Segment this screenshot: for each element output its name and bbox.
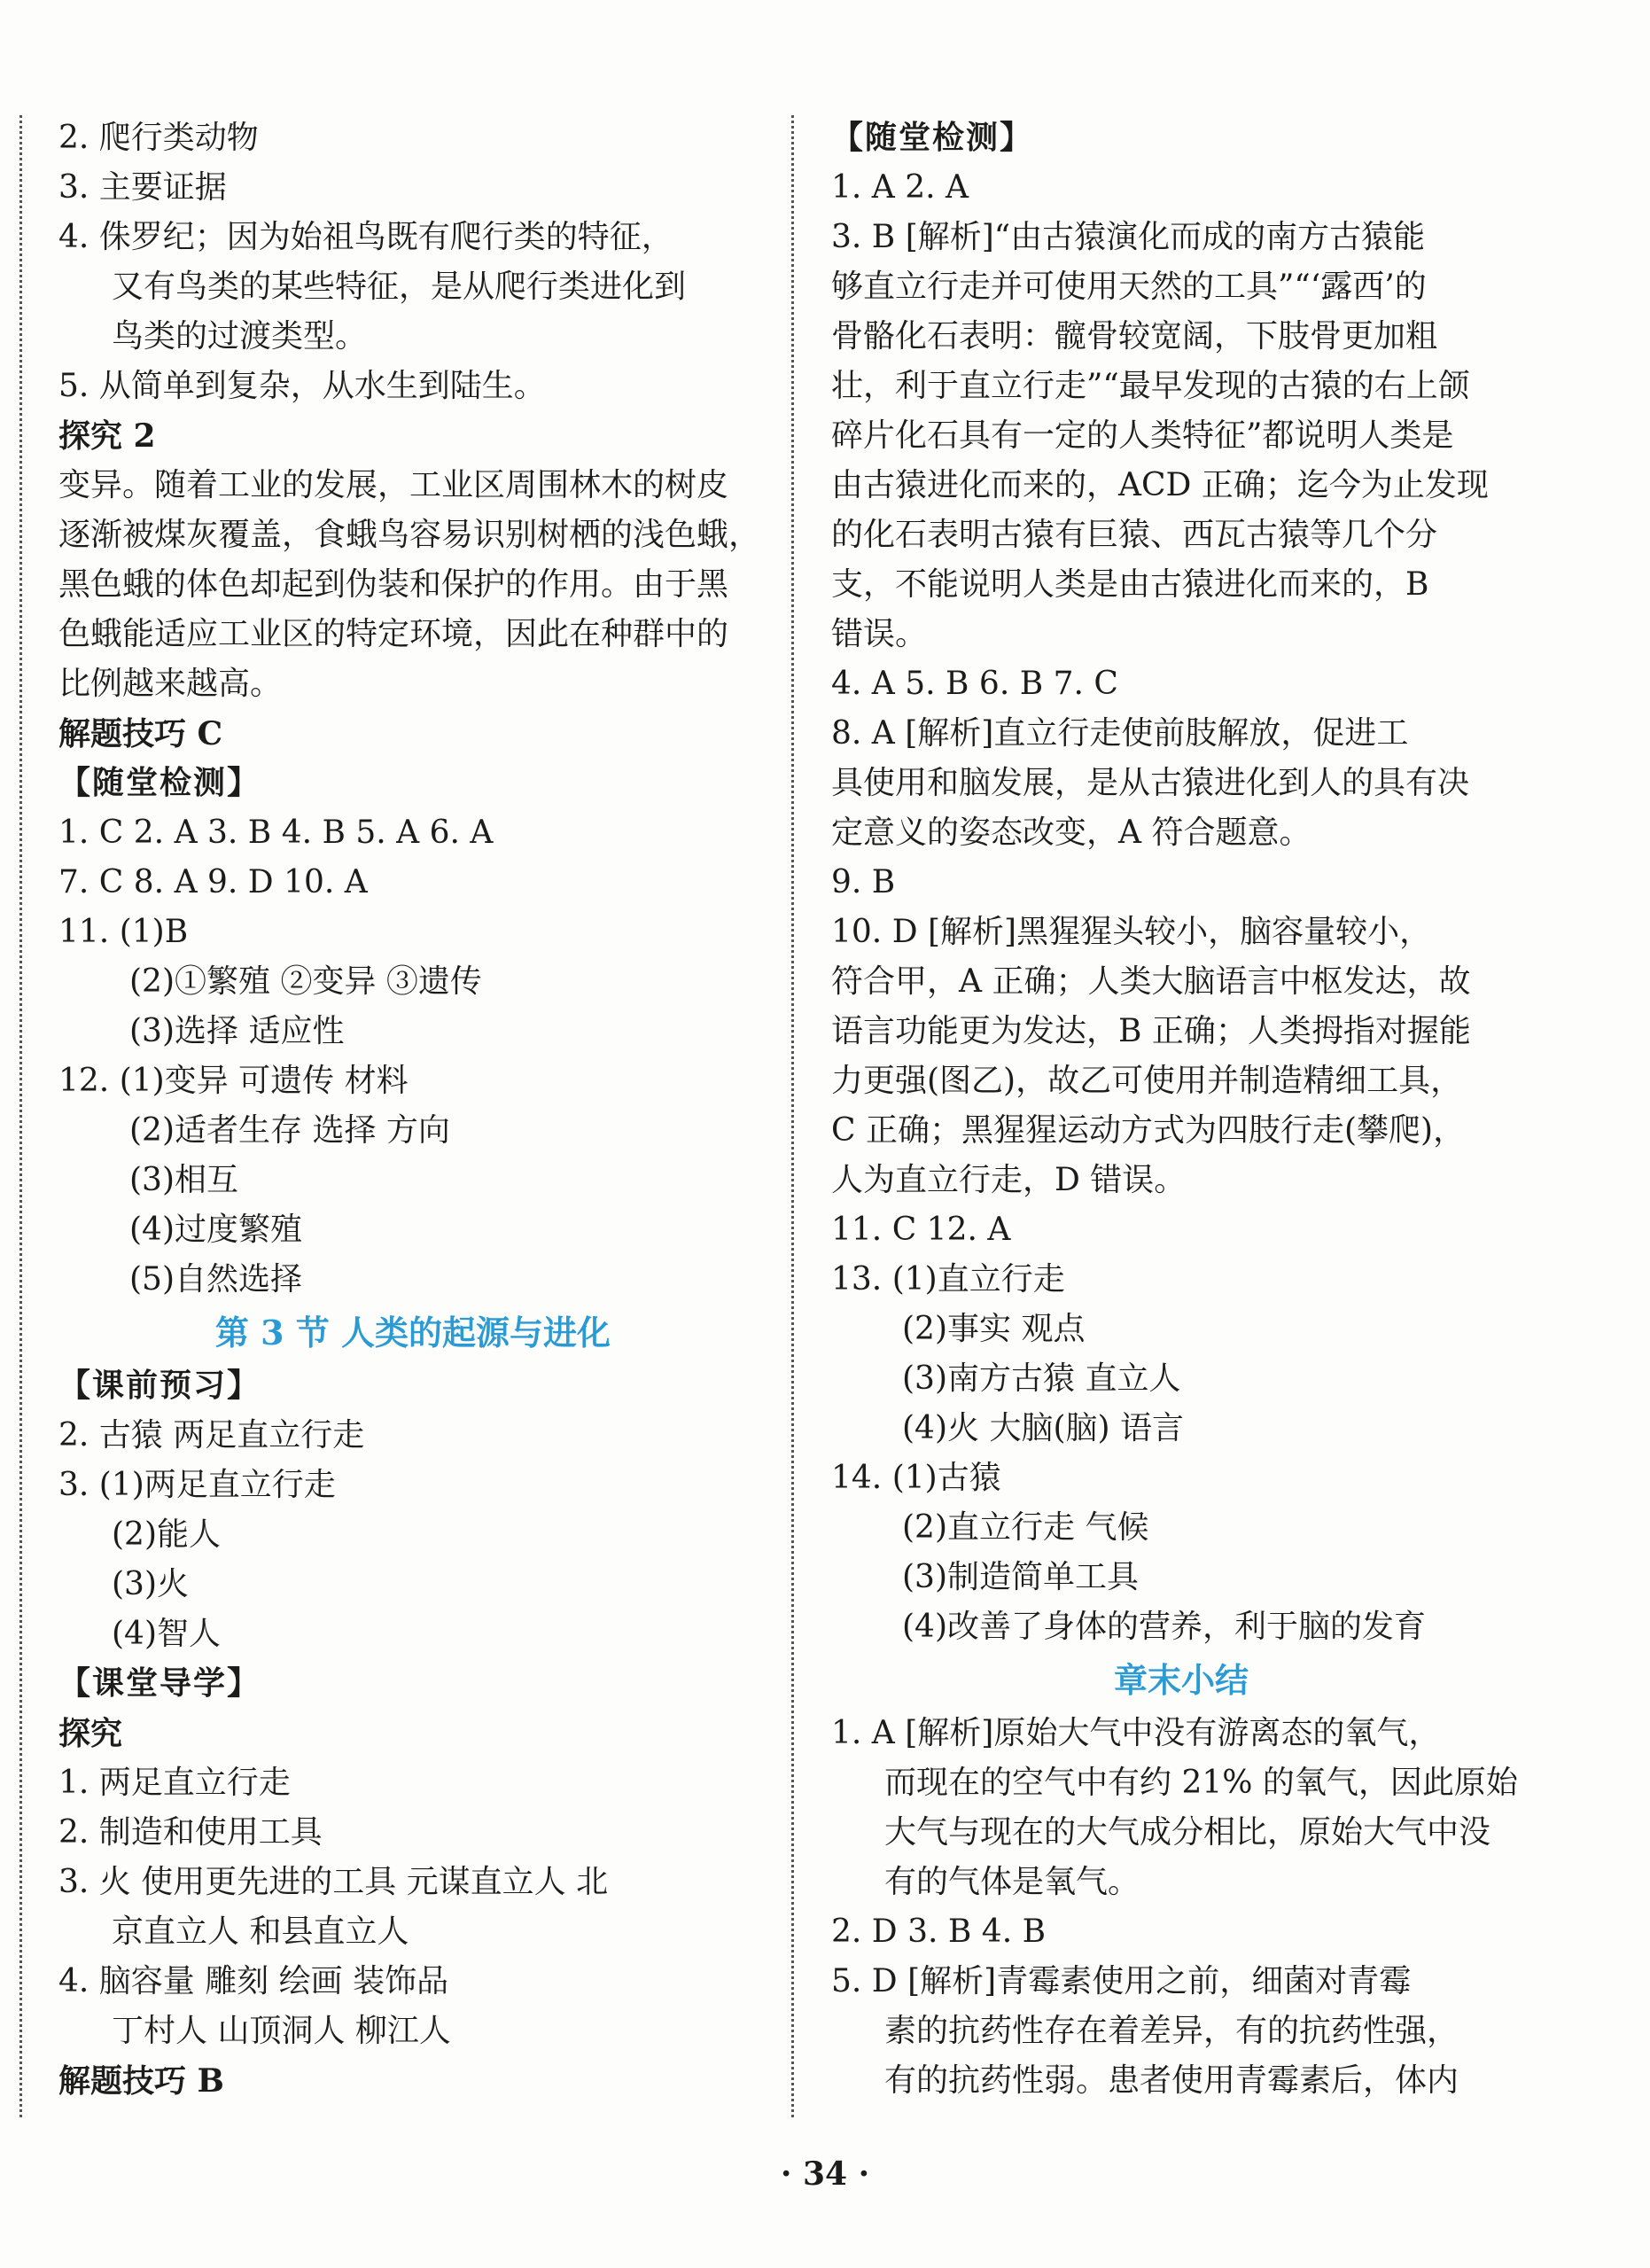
analysis-line: 符合甲，A 正确；人类大脑语言中枢发达，故	[831, 963, 1471, 1000]
answer-line: 2. D 3. B 4. B	[831, 1913, 1047, 1950]
answer-line: 鸟类的过渡类型。	[112, 318, 368, 355]
analysis-line: 5. D [解析]青霉素使用之前，细菌对青霉	[831, 1963, 1412, 1999]
section-heading-in-class-test: 【随堂检测】	[58, 765, 261, 801]
answer-line: (4)智人	[112, 1616, 221, 1652]
answer-line: 13. (1)直立行走	[831, 1261, 1065, 1298]
analysis-line: C 正确；黑猩猩运动方式为四肢行走(攀爬)，	[831, 1112, 1466, 1149]
analysis-line: 语言功能更为发达，B 正确；人类拇指对握能	[831, 1013, 1471, 1049]
answer-line: (3)火	[112, 1566, 189, 1602]
analysis-line: 够直立行走并可使用天然的工具”“‘露西’的	[831, 269, 1427, 305]
paragraph-line: 逐渐被煤灰覆盖，食蛾鸟容易识别树栖的浅色蛾，	[58, 517, 761, 553]
analysis-line: 有的气体是氧气。	[884, 1864, 1140, 1900]
answer-line: 1. A 2. A	[831, 169, 969, 206]
answer-line: 4. 脑容量 雕刻 绘画 装饰品	[58, 1963, 449, 1999]
paragraph-line: 比例越来越高。	[58, 666, 283, 702]
subheading-explore: 探究	[58, 1715, 123, 1752]
answer-line: 4. A 5. B 6. B 7. C	[831, 666, 1118, 702]
analysis-line: 3. B [解析]“由古猿演化而成的南方古猿能	[831, 219, 1426, 255]
answer-line: 4. 侏罗纪；因为始祖鸟既有爬行类的特征，	[58, 219, 673, 255]
answer-line: (2)能人	[112, 1516, 221, 1553]
paragraph-line: 变异。随着工业的发展，工业区周围林木的树皮	[58, 467, 729, 503]
answer-line: 11. C 12. A	[831, 1212, 1011, 1248]
answer-line: (2)直立行走 气候	[902, 1509, 1149, 1546]
analysis-line: 骨骼化石表明：髋骨较宽阔，下肢骨更加粗	[831, 318, 1438, 355]
section-title-chapter-summary: 章末小结	[1113, 1660, 1249, 1700]
left-column	[58, 113, 767, 2106]
analysis-line: 定意义的姿态改变，A 符合题意。	[831, 814, 1311, 851]
answer-line: 京直立人 和县直立人	[112, 1913, 409, 1950]
analysis-line: 错误。	[831, 616, 928, 652]
paragraph-line: 色蛾能适应工业区的特定环境，因此在种群中的	[58, 616, 729, 652]
answer-line: 3. (1)两足直立行走	[58, 1467, 336, 1503]
paragraph-line: 黑色蛾的体色却起到伪装和保护的作用。由于黑	[58, 566, 729, 603]
left-dotted-rule	[19, 115, 22, 2117]
answer-line: 2. 爬行类动物	[58, 120, 259, 156]
answer-line: 11. (1)B	[58, 914, 189, 950]
analysis-line: 壮，利于直立行走”“最早发现的古猿的右上颌	[831, 368, 1470, 404]
answer-line: (4)过度繁殖	[129, 1212, 302, 1248]
analysis-line: 具使用和脑发展，是从古猿进化到人的具有决	[831, 765, 1470, 801]
section-heading-class-guide: 【课堂导学】	[58, 1665, 261, 1702]
analysis-line: 而现在的空气中有约 21% 的氧气，因此原始	[884, 1765, 1518, 1801]
analysis-line: 8. A [解析]直立行走使前肢解放，促进工	[831, 715, 1409, 752]
answer-line: 2. 古猿 两足直立行走	[58, 1417, 365, 1454]
analysis-line: 1. A [解析]原始大气中没有游离态的氧气，	[831, 1715, 1441, 1751]
section-title-human-origin: 第 3 节 人类的起源与进化	[214, 1313, 611, 1352]
analysis-line: 由古猿进化而来的，ACD 正确；迄今为止发现	[831, 467, 1489, 503]
answer-line: (5)自然选择	[129, 1261, 302, 1298]
analysis-line: 碎片化石具有一定的人类特征”都说明人类是	[831, 417, 1454, 454]
solving-tip: 解题技巧 C	[58, 715, 223, 752]
answer-line: (3)南方古猿 直立人	[902, 1360, 1181, 1397]
section-heading-in-class-test: 【随堂检测】	[831, 120, 1034, 156]
answer-line: 又有鸟类的某些特征，是从爬行类进化到	[112, 269, 687, 305]
answer-line: 2. 制造和使用工具	[58, 1814, 323, 1851]
answer-line: (2)适者生存 选择 方向	[129, 1112, 450, 1149]
section-heading-preview: 【课前预习】	[58, 1368, 261, 1404]
answer-line: (3)选择 适应性	[129, 1013, 345, 1049]
answer-line: 3. 火 使用更先进的工具 元谋直立人 北	[58, 1864, 609, 1900]
analysis-line: 10. D [解析]黑猩猩头较小，脑容量较小，	[831, 914, 1432, 950]
answer-line: (2)①繁殖 ②变异 ③遗传	[129, 963, 482, 1000]
answer-line: 1. 两足直立行走	[58, 1765, 291, 1801]
answer-line: (3)相互	[129, 1162, 238, 1198]
subheading-explore-2: 探究 2	[58, 417, 156, 455]
solving-tip: 解题技巧 B	[58, 2062, 224, 2100]
answer-line: 5. 从简单到复杂，从水生到陆生。	[58, 368, 546, 404]
analysis-line: 支，不能说明人类是由古猿进化而来的，B	[831, 566, 1429, 603]
analysis-line: 力更强(图乙)，故乙可使用并制造精细工具，	[831, 1063, 1463, 1099]
right-column	[831, 113, 1531, 2106]
analysis-line: 大气与现在的大气成分相比，原始大气中没	[884, 1814, 1491, 1851]
answer-line: (4)火 大脑(脑) 语言	[902, 1410, 1184, 1446]
answer-line: 7. C 8. A 9. D 10. A	[58, 864, 368, 900]
page-number: · 34 ·	[780, 2155, 870, 2193]
answer-line: 14. (1)古猿	[831, 1460, 1001, 1496]
answer-line: (4)改善了身体的营养，利于脑的发育	[902, 1609, 1426, 1645]
answer-line: 12. (1)变异 可遗传 材料	[58, 1063, 409, 1099]
answer-line: 丁村人 山顶洞人 柳江人	[112, 2013, 451, 2049]
analysis-line: 的化石表明古猿有巨猿、西瓦古猿等几个分	[831, 517, 1438, 553]
analysis-line: 人为直立行走，D 错误。	[831, 1162, 1187, 1198]
answer-line: 3. 主要证据	[58, 169, 227, 206]
analysis-line: 有的抗药性弱。患者使用青霉素后，体内	[884, 2062, 1459, 2099]
answer-line: 1. C 2. A 3. B 4. B 5. A 6. A	[58, 814, 494, 851]
answer-line: (3)制造简单工具	[902, 1559, 1139, 1595]
center-dotted-rule	[791, 115, 794, 2117]
analysis-line: 素的抗药性存在着差异，有的抗药性强，	[884, 2013, 1459, 2049]
answer-line: 9. B	[831, 864, 896, 900]
answer-line: (2)事实 观点	[902, 1311, 1086, 1347]
